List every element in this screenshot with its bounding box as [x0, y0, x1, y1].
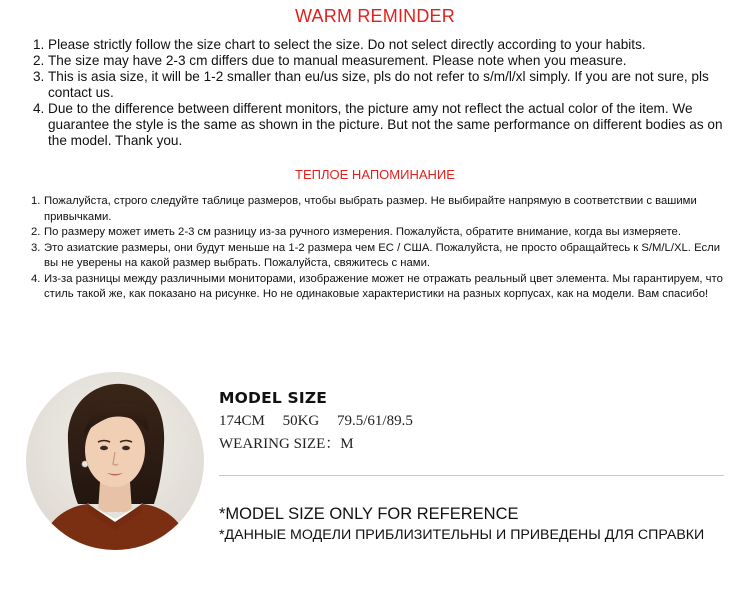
- list-item: [31, 194, 731, 225]
- list-item-text: Из-за разницы между различными мониторами, изображение может не отражать реальный цвет элемента. Мы гарантируем, что стиль такой же, как показано на рисунке. Но не одинаковые характеристики на разных корпусах, как на модели. Вам спасибо!: [44, 272, 723, 300]
- model-measurements: 79.5/61/89.5: [337, 413, 413, 429]
- list-item-number: 2.: [31, 226, 41, 238]
- list-item-number: 4.: [33, 101, 45, 116]
- model-portrait-illustration: [26, 372, 204, 550]
- list-item-text: Due to the difference between different monitors, the picture amy not reflect the actual color of the item. We guarantee the style is the same as shown in the picture. But not the same performance on different bodies as on the model. Thank you.: [48, 101, 723, 148]
- list-item-number: 3.: [31, 241, 41, 254]
- list-item-text: Пожалуйста, строго следуйте таблице размеров, чтобы выбрать размер. Не выбирайте напрямую в соответствии с вашими привычками.: [44, 195, 697, 223]
- list-item: [31, 225, 731, 241]
- list-item: [33, 37, 733, 53]
- list-item-text: This is asia size, it will be 1-2 smaller than eu/us size, pls do not refer to s/m/l/xl simply. If you are not sure, pls contact us.: [48, 69, 709, 100]
- model-wearing-size: WEARING SIZE：M: [219, 436, 354, 452]
- model-photo: [26, 372, 204, 550]
- reference-note-ru: *ДАННЫЕ МОДЕЛИ ПРИБЛИЗИТЕЛЬНЫ И ПРИВЕДЕНЫ ДЛЯ СПРАВКИ: [219, 527, 705, 543]
- list-item-number: 3.: [33, 69, 45, 84]
- list-item-text: Это азиатские размеры, они будут меньше на 1-2 размера чем ЕС / США. Пожалуйста, не просто обращайтесь к S/M/L/XL. Если вы не уверены на какой размер выбрать. Пожалуйста, свяжитесь с нами.: [44, 241, 721, 269]
- list-item: [33, 53, 733, 69]
- model-weight: 50KG: [282, 413, 320, 429]
- list-item-number: 2.: [33, 53, 45, 68]
- list-item-number: 1.: [33, 37, 45, 52]
- reference-note: *MODEL SIZE ONLY FOR REFERENCE: [219, 505, 519, 523]
- warm-reminder-list: [33, 37, 733, 149]
- list-item-text: The size may have 2-3 cm differs due to manual measurement. Please note when you measure.: [48, 53, 627, 68]
- list-item-number: 1.: [31, 195, 41, 207]
- list-item: [31, 241, 731, 272]
- list-item-number: 4.: [31, 272, 41, 285]
- list-item-text: Please strictly follow the size chart to select the size. Do not select directly according to your habits.: [48, 37, 646, 52]
- model-stats: [219, 413, 427, 430]
- divider: [219, 475, 724, 476]
- model-size-title: MODEL SIZE: [219, 389, 328, 407]
- list-item-text: По размеру может иметь 2-3 см разницу из-за ручного измерения. Пожалуйста, обратите внимание, когда вы измеряете.: [44, 226, 681, 238]
- warm-reminder-title: WARM REMINDER: [295, 6, 455, 26]
- warm-reminder-list-ru: [31, 194, 731, 303]
- list-item: [33, 69, 733, 101]
- model-height: 174CM: [219, 413, 265, 429]
- warm-reminder-title-ru: ТЕПЛОЕ НАПОМИНАНИЕ: [295, 167, 455, 182]
- list-item: [31, 272, 731, 303]
- list-item: [33, 101, 733, 149]
